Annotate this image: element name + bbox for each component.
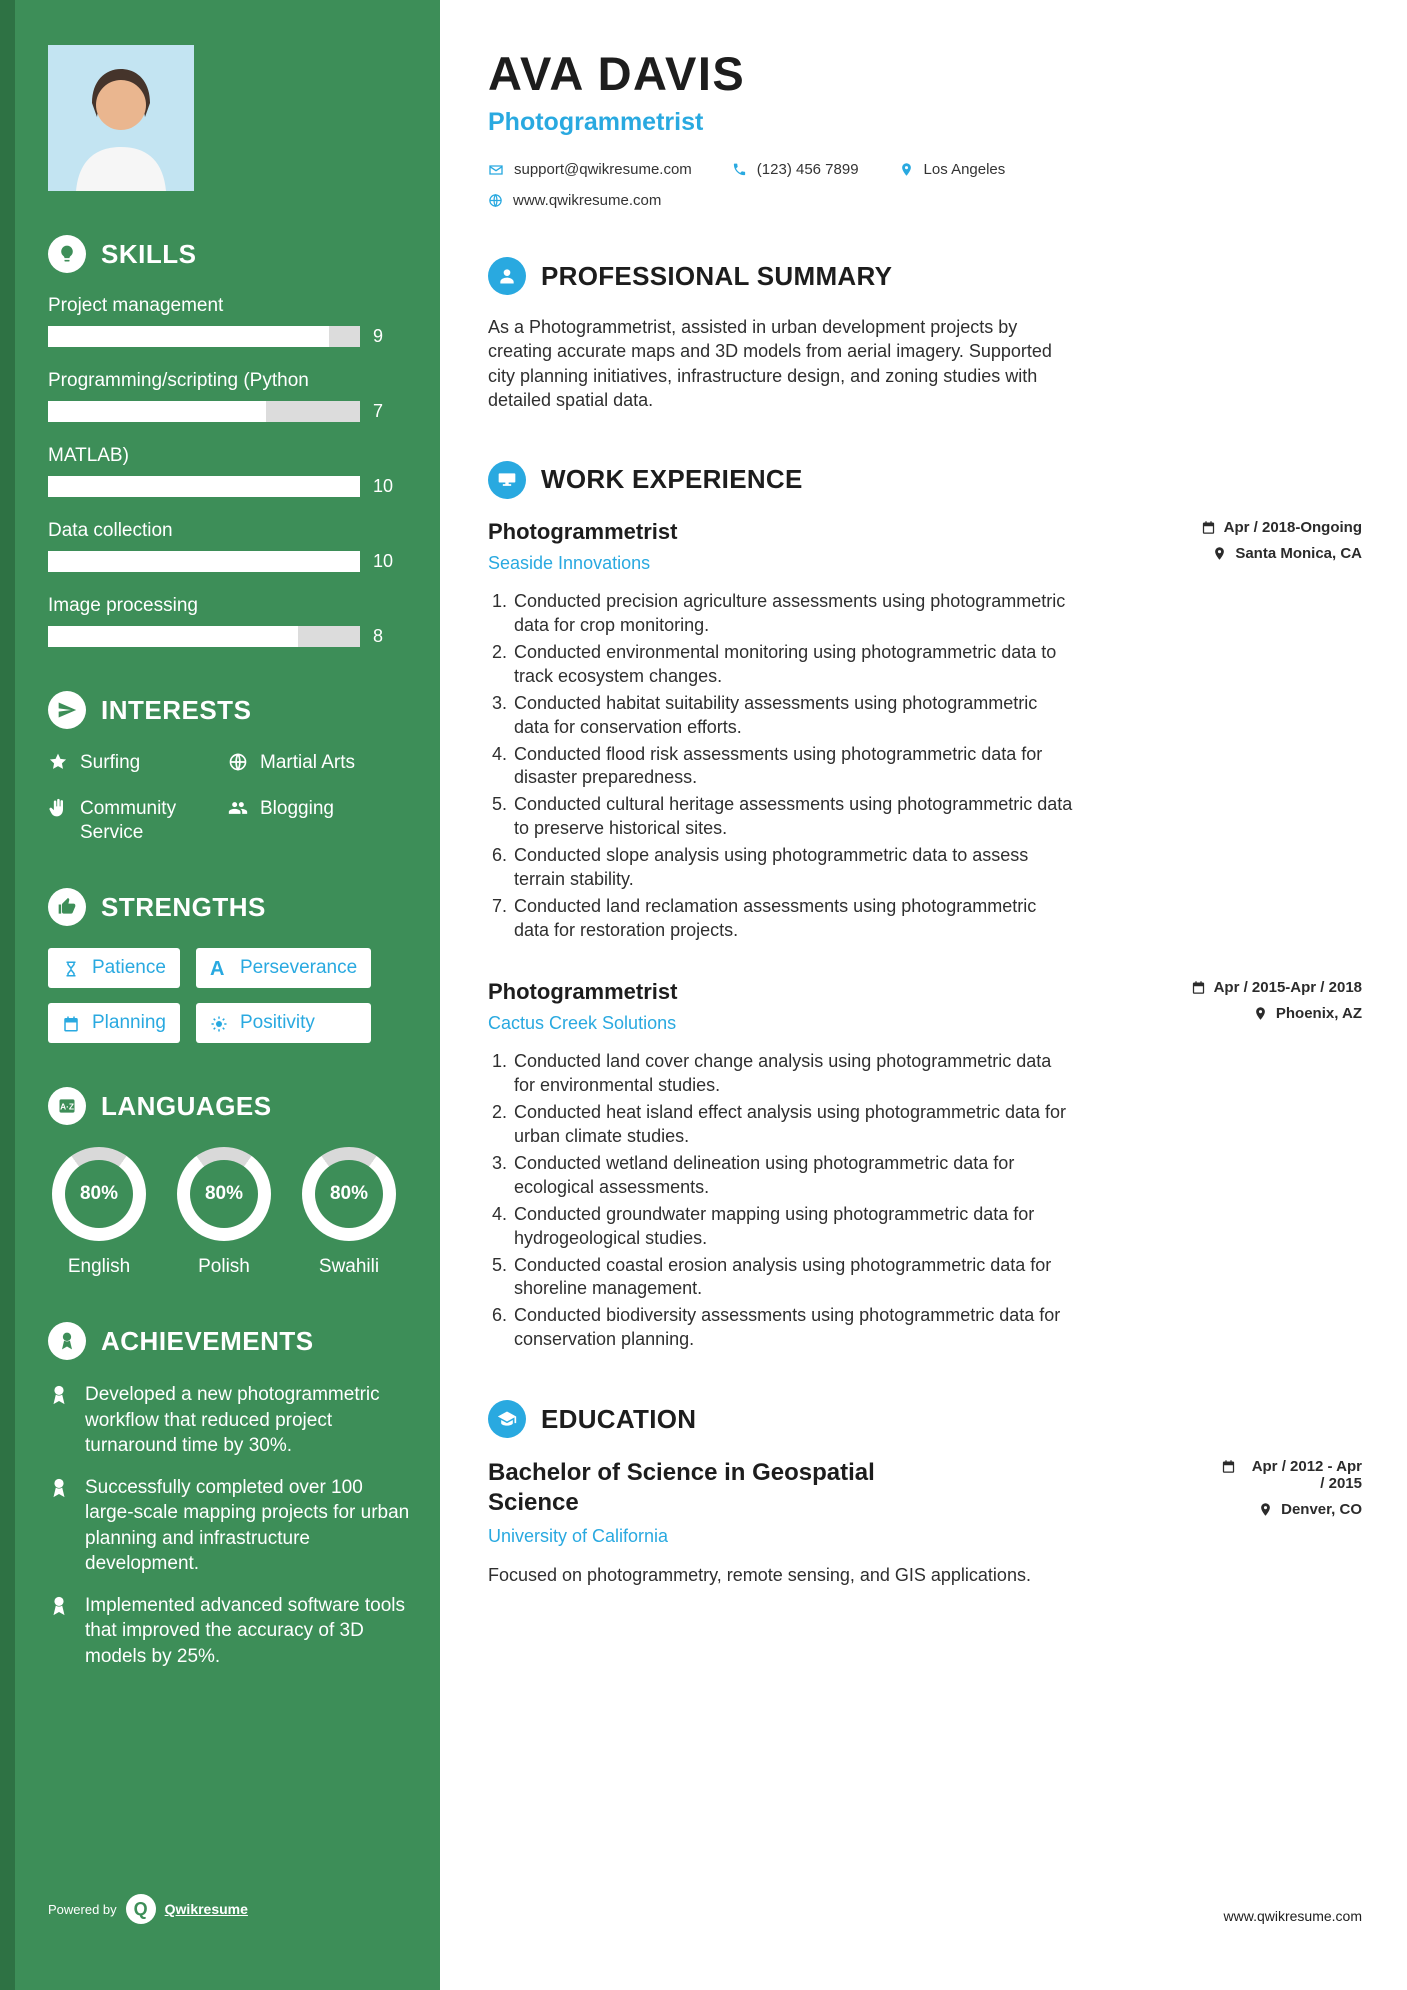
education-dates: Apr / 2012 - Apr / 2015 xyxy=(1251,1458,1362,1493)
languages-section xyxy=(48,1087,414,1278)
skill-bar-fill xyxy=(48,626,298,647)
contact-location xyxy=(899,161,1006,178)
star-icon xyxy=(48,752,68,772)
job-bullet: 6. Conducted biodiversity assessments using photogrammetric data for conservation planning. xyxy=(512,1304,1073,1352)
location-text: Los Angeles xyxy=(923,161,1006,178)
contact-email[interactable] xyxy=(488,161,692,178)
work-icon xyxy=(488,461,526,499)
job-dates: Apr / 2015-Apr / 2018 xyxy=(1213,979,1362,996)
lightbulb-icon xyxy=(48,235,86,273)
experience-title: WORK EXPERIENCE xyxy=(541,464,803,495)
contact-row-2 xyxy=(488,192,1362,209)
medal-icon xyxy=(48,1595,72,1669)
language-label: Swahili xyxy=(318,1256,380,1278)
skill-bar xyxy=(48,326,360,347)
skill-bar xyxy=(48,551,360,572)
job-bullets xyxy=(488,590,1073,943)
job-entry xyxy=(488,979,1362,1352)
skill-value: 7 xyxy=(373,401,384,421)
pin-icon xyxy=(1253,1006,1268,1021)
main-content xyxy=(440,0,1407,1990)
degree-title: Bachelor of Science in Geospatial Science xyxy=(488,1459,875,1517)
svg-text:A·Z: A·Z xyxy=(60,1101,74,1112)
candidate-name: AVA DAVIS xyxy=(488,47,746,100)
job-company: Cactus Creek Solutions xyxy=(488,1013,677,1033)
pin-icon xyxy=(1212,546,1227,561)
job-bullet: 1. Conducted land cover change analysis using photogrammetric data for environmental studies. xyxy=(512,1050,1073,1098)
envelope-icon xyxy=(488,162,504,178)
skills-section xyxy=(48,235,414,647)
sidebar xyxy=(15,0,440,1990)
phone-text: (123) 456 7899 xyxy=(756,161,859,178)
profile-photo xyxy=(48,45,194,191)
strength-label: Positivity xyxy=(239,1012,315,1034)
calendar-icon xyxy=(1221,1459,1236,1474)
strength-chip xyxy=(48,948,180,988)
person-icon xyxy=(488,257,526,295)
interests-title: INTERESTS xyxy=(101,694,252,725)
job-bullet: 3. Conducted wetland delineation using photogrammetric data for ecological assessments. xyxy=(512,1152,1073,1200)
skill-bar-fill xyxy=(48,326,329,347)
letter-a-icon: A xyxy=(209,957,225,980)
thumbs-up-icon xyxy=(48,888,86,926)
skill-item xyxy=(48,295,414,347)
powered-by xyxy=(48,1894,248,1924)
medal-icon xyxy=(48,1477,72,1576)
strength-label: Perseverance xyxy=(239,957,358,979)
languages-title: LANGUAGES xyxy=(101,1090,272,1121)
interest-item xyxy=(228,797,414,845)
hand-icon xyxy=(48,798,68,818)
achievements-section xyxy=(48,1322,414,1669)
candidate-title: Photogrammetrist xyxy=(488,108,704,136)
interest-label: Blogging xyxy=(260,797,334,819)
skill-label: Data collection xyxy=(48,520,173,541)
skill-item xyxy=(48,520,414,572)
language-item xyxy=(173,1147,275,1278)
achievement-text: Implemented advanced software tools that improved the accuracy of 3D models by 25%. xyxy=(85,1595,406,1667)
pin-icon xyxy=(1258,1502,1273,1517)
skill-bar xyxy=(48,476,360,497)
interest-item xyxy=(228,751,414,775)
skill-bar-fill xyxy=(48,476,360,497)
strength-chip xyxy=(196,1003,371,1043)
language-icon xyxy=(48,1087,86,1125)
job-bullet: 7. Conducted land reclamation assessments using photogrammetric data for restoration projects. xyxy=(512,895,1073,943)
left-edge-stripe xyxy=(0,0,15,1990)
job-bullets xyxy=(488,1050,1073,1352)
achievement-item xyxy=(48,1593,414,1669)
skill-value: 10 xyxy=(373,476,394,496)
avatar xyxy=(48,45,194,191)
skill-value: 10 xyxy=(373,551,394,571)
contact-row xyxy=(488,161,1362,178)
interest-label: Surfing xyxy=(80,752,141,773)
phone-icon xyxy=(732,162,747,177)
email-text: support@qwikresume.com xyxy=(514,161,692,178)
skill-item xyxy=(48,595,414,647)
users-icon xyxy=(228,798,248,818)
summary-text: As a Photogrammetrist, assisted in urban development projects by creating accurate maps and 3D models from aerial imagery. Supported city planning initiatives, infrastructure design, and zoning studies with detailed spatial data. xyxy=(488,317,1052,411)
skill-value: 8 xyxy=(373,626,384,646)
job-bullet: 5. Conducted coastal erosion analysis using photogrammetric data for shoreline management. xyxy=(512,1254,1073,1302)
job-dates: Apr / 2018-Ongoing xyxy=(1223,518,1362,536)
school-name: University of California xyxy=(488,1526,669,1547)
skill-label: Project management xyxy=(48,295,224,316)
language-percent: 80% xyxy=(79,1183,119,1205)
calendar-icon xyxy=(1201,520,1216,535)
language-ring xyxy=(52,1147,146,1241)
strength-label: Planning xyxy=(92,1012,166,1034)
language-ring xyxy=(177,1147,271,1241)
skill-bar-fill xyxy=(48,401,266,422)
skill-label: Programming/scripting (Python xyxy=(48,370,309,391)
job-title: Photogrammetrist xyxy=(488,979,678,1004)
job-location: Phoenix, AZ xyxy=(1275,1005,1362,1022)
achievement-item xyxy=(48,1475,414,1576)
skill-bar-fill xyxy=(48,551,360,572)
skill-bar xyxy=(48,401,360,422)
strengths-title: STRENGTHS xyxy=(101,891,266,922)
graduation-cap-icon xyxy=(488,1400,526,1438)
education-location: Denver, CO xyxy=(1281,1501,1362,1519)
skill-item xyxy=(48,370,414,422)
strength-chip xyxy=(48,1003,180,1043)
summary-section xyxy=(488,257,1362,413)
globe-icon xyxy=(228,752,248,772)
skill-label: Image processing xyxy=(48,595,198,616)
skill-label: MATLAB) xyxy=(48,445,129,466)
skill-value: 9 xyxy=(373,326,384,346)
interest-item xyxy=(48,751,220,775)
interest-label: Martial Arts xyxy=(260,752,356,773)
language-item xyxy=(48,1147,150,1278)
skill-bar xyxy=(48,626,360,647)
language-percent: 80% xyxy=(204,1183,244,1205)
qwikresume-logo-icon: Q xyxy=(126,1894,156,1924)
paper-plane-icon xyxy=(48,691,86,729)
job-bullet: 6. Conducted slope analysis using photogrammetric data to assess terrain stability. xyxy=(512,844,1073,892)
skill-item xyxy=(48,445,414,497)
strength-chip xyxy=(196,948,371,988)
education-title: EDUCATION xyxy=(541,1403,697,1434)
hourglass-icon xyxy=(62,960,82,978)
language-percent: 80% xyxy=(329,1183,369,1205)
job-bullet: 4. Conducted flood risk assessments using photogrammetric data for disaster preparedness. xyxy=(512,743,1073,791)
summary-title: PROFESSIONAL SUMMARY xyxy=(541,260,893,291)
footer-website: www.qwikresume.com xyxy=(1223,1908,1362,1924)
language-label: Polish xyxy=(198,1256,250,1278)
education-description: Focused on photogrammetry, remote sensing, and GIS applications. xyxy=(488,1565,1031,1586)
interests-section xyxy=(48,691,414,844)
globe-icon xyxy=(488,193,503,208)
medal-icon xyxy=(48,1322,86,1360)
achievement-text: Developed a new photogrammetric workflow that reduced project turnaround time by 30%. xyxy=(85,1384,380,1456)
strength-label: Patience xyxy=(92,957,166,979)
strengths-section xyxy=(48,888,414,1043)
contact-phone xyxy=(732,161,859,178)
sun-icon xyxy=(210,1015,230,1033)
job-bullet: 1. Conducted precision agriculture assessments using photogrammetric data for crop monitoring. xyxy=(512,590,1073,638)
language-item xyxy=(298,1147,400,1278)
achievements-title: ACHIEVEMENTS xyxy=(101,1325,314,1356)
job-bullet: 3. Conducted habitat suitability assessments using photogrammetric data for conservation efforts. xyxy=(512,692,1073,740)
qwikresume-link[interactable]: Qwikresume xyxy=(164,1901,248,1917)
education-section xyxy=(488,1400,1362,1586)
job-location: Santa Monica, CA xyxy=(1235,544,1362,562)
pin-icon xyxy=(899,162,914,177)
job-company: Seaside Innovations xyxy=(488,552,651,573)
medal-icon xyxy=(48,1384,72,1458)
job-title: Photogrammetrist xyxy=(488,518,678,544)
powered-by-label: Powered by xyxy=(48,1901,117,1917)
achievement-item xyxy=(48,1382,414,1458)
job-entry xyxy=(488,519,1362,943)
job-bullet: 5. Conducted cultural heritage assessments using photogrammetric data to preserve historical sites. xyxy=(512,793,1073,841)
language-label: English xyxy=(67,1256,131,1278)
calendar-icon xyxy=(1191,980,1206,995)
job-bullet: 2. Conducted heat island effect analysis using photogrammetric data for urban climate studies. xyxy=(512,1101,1073,1149)
interest-item xyxy=(48,797,220,845)
skills-title: SKILLS xyxy=(101,238,197,269)
experience-section xyxy=(488,461,1362,1352)
achievement-text: Successfully completed over 100 large-scale mapping projects for urban planning and infrastructure development. xyxy=(85,1477,410,1574)
job-bullet: 4. Conducted groundwater mapping using photogrammetric data for hydrogeological studies. xyxy=(512,1203,1073,1251)
language-ring xyxy=(302,1147,396,1241)
contact-website[interactable] xyxy=(488,192,661,209)
interest-label: Community Service xyxy=(80,797,177,843)
calendar-icon xyxy=(62,1015,82,1033)
job-bullet: 2. Conducted environmental monitoring using photogrammetric data to track ecosystem changes. xyxy=(512,641,1073,689)
website-text: www.qwikresume.com xyxy=(513,192,662,209)
